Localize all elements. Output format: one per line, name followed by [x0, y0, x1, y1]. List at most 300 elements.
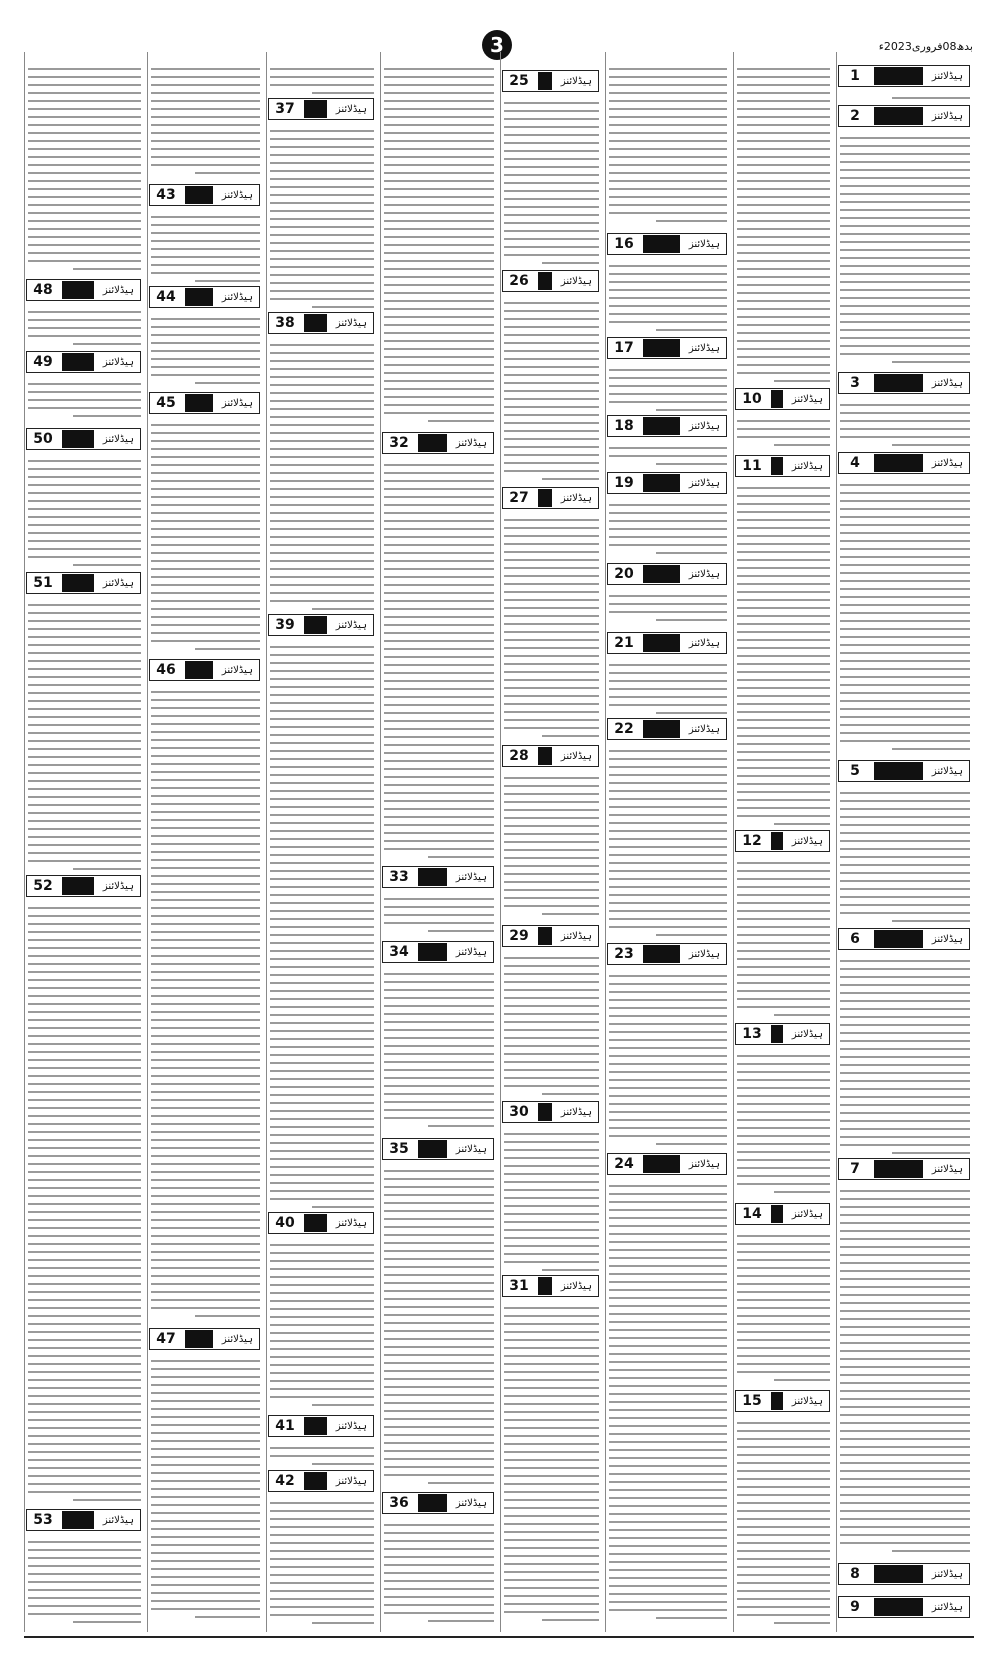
- headline-block-10: [735, 388, 830, 410]
- headline-block-38: [268, 312, 374, 334]
- headline-number: 48: [33, 282, 53, 298]
- header-band: [304, 314, 327, 332]
- headline-header: [502, 270, 599, 292]
- article-text: [737, 1049, 830, 1199]
- headline-header: [149, 184, 260, 206]
- headline-block-8: [838, 1563, 970, 1585]
- headline-label: ہیڈلائنز: [791, 1028, 823, 1040]
- article-text: [609, 658, 727, 714]
- article-text: [609, 589, 727, 628]
- header-band: [874, 107, 923, 125]
- headline-number: 35: [389, 1141, 409, 1157]
- headline-header: [26, 1509, 141, 1531]
- headline-block-2: [838, 105, 970, 127]
- headline-label: ہیڈلائنز: [688, 238, 720, 250]
- header-band: [538, 1277, 552, 1295]
- header-band: [538, 1103, 552, 1121]
- headline-header: [607, 415, 727, 437]
- headline-header: [382, 432, 494, 454]
- header-band: [62, 574, 94, 592]
- article-text: [151, 418, 260, 655]
- headline-block-23: [607, 943, 727, 965]
- headline-block-35: [382, 1138, 494, 1160]
- header-band: [643, 474, 680, 492]
- header-band: [874, 374, 923, 392]
- headline-label: ہیڈلائنز: [102, 356, 134, 368]
- headline-number: 22: [614, 721, 634, 737]
- headline-number: 3: [850, 375, 860, 391]
- headline-label: ہیڈلائنز: [335, 619, 367, 631]
- header-band: [771, 390, 783, 408]
- headline-label: ہیڈلائنز: [560, 492, 592, 504]
- article-text: [28, 62, 141, 275]
- page-number: 3: [482, 30, 512, 60]
- headline-number: 32: [389, 435, 409, 451]
- headline-label: ہیڈلائنز: [560, 750, 592, 762]
- article-text: [840, 91, 970, 101]
- article-text: [384, 892, 494, 937]
- headline-number: 8: [850, 1566, 860, 1582]
- article-text: [384, 967, 494, 1134]
- header-band: [418, 868, 447, 886]
- header-band: [304, 100, 327, 118]
- headline-block-24: [607, 1153, 727, 1175]
- header-band: [538, 747, 552, 765]
- headline-header: [382, 1138, 494, 1160]
- header-band: [771, 1025, 783, 1043]
- headline-label: ہیڈلائنز: [102, 284, 134, 296]
- headline-header: [502, 70, 599, 92]
- headline-label: ہیڈلائنز: [335, 1217, 367, 1229]
- headline-label: ہیڈلائنز: [688, 568, 720, 580]
- header-band: [874, 67, 923, 85]
- headline-header: [26, 428, 141, 450]
- article-text: [504, 771, 599, 921]
- headline-block-7: [838, 1158, 970, 1180]
- headline-number: 37: [275, 101, 295, 117]
- headline-label: ہیڈلائنز: [688, 1158, 720, 1170]
- headline-number: 53: [33, 1512, 53, 1528]
- article-text: [840, 1184, 970, 1559]
- header-band: [185, 661, 213, 679]
- headline-number: 52: [33, 878, 53, 894]
- article-text: [384, 458, 494, 862]
- headline-header: [607, 472, 727, 494]
- header-band: [643, 1155, 680, 1173]
- article-text: [151, 62, 260, 180]
- headline-label: ہیڈلائنز: [688, 948, 720, 960]
- article-text: [28, 377, 141, 424]
- bottom-rule: [24, 1636, 974, 1638]
- headline-label: ہیڈلائنز: [688, 477, 720, 489]
- headline-block-42: [268, 1470, 374, 1492]
- headline-number: 11: [742, 458, 762, 474]
- headline-header: [382, 941, 494, 963]
- headline-block-6: [838, 928, 970, 950]
- article-text: [840, 478, 970, 756]
- article-text: [270, 1496, 374, 1625]
- headline-number: 4: [850, 455, 860, 471]
- article-text: [270, 124, 374, 308]
- headline-header: [502, 1275, 599, 1297]
- headline-label: ہیڈلائنز: [560, 275, 592, 287]
- headline-block-50: [26, 428, 141, 450]
- headline-header: [735, 388, 830, 410]
- headline-number: 46: [156, 662, 176, 678]
- article-text: [504, 96, 599, 266]
- article-text: [609, 363, 727, 411]
- headline-number: 43: [156, 187, 176, 203]
- headline-header: [268, 1470, 374, 1492]
- headline-label: ہیڈلائنز: [560, 930, 592, 942]
- headline-number: 45: [156, 395, 176, 411]
- headline-header: [838, 65, 970, 87]
- headline-label: ہیڈلائنز: [791, 1208, 823, 1220]
- headline-block-14: [735, 1203, 830, 1225]
- headline-number: 18: [614, 418, 634, 434]
- headline-number: 19: [614, 475, 634, 491]
- article-text: [384, 1518, 494, 1625]
- headline-header: [502, 745, 599, 767]
- headline-label: ہیڈلائنز: [688, 723, 720, 735]
- header-band: [643, 720, 680, 738]
- header-band: [874, 930, 923, 948]
- header-band: [418, 434, 447, 452]
- headline-block-31: [502, 1275, 599, 1297]
- header-band: [185, 186, 213, 204]
- headline-header: [838, 928, 970, 950]
- headline-block-22: [607, 718, 727, 740]
- headline-number: 44: [156, 289, 176, 305]
- headline-header: [838, 760, 970, 782]
- headline-number: 7: [850, 1161, 860, 1177]
- article-text: [28, 901, 141, 1505]
- headline-label: ہیڈلائنز: [455, 437, 487, 449]
- headline-label: ہیڈلائنز: [221, 1333, 253, 1345]
- header-band: [418, 1494, 447, 1512]
- article-text: [28, 1535, 141, 1625]
- headline-header: [607, 233, 727, 255]
- headline-number: 25: [509, 73, 529, 89]
- headline-block-45: [149, 392, 260, 414]
- article-text: [609, 259, 727, 333]
- headline-header: [382, 866, 494, 888]
- headline-label: ہیڈلائنز: [931, 377, 963, 389]
- header-band: [643, 339, 680, 357]
- header-band: [418, 1140, 447, 1158]
- headline-label: ہیڈلائنز: [931, 1163, 963, 1175]
- headline-block-36: [382, 1492, 494, 1514]
- header-band: [874, 1598, 923, 1616]
- article-text: [151, 1354, 260, 1625]
- article-text: [504, 296, 599, 483]
- article-text: [504, 1301, 599, 1625]
- header-band: [771, 1392, 783, 1410]
- headline-label: ہیڈلائنز: [335, 317, 367, 329]
- header-band: [62, 281, 94, 299]
- headline-header: [149, 392, 260, 414]
- article-text: [270, 1238, 374, 1411]
- headline-header: [735, 1390, 830, 1412]
- headline-number: 10: [742, 391, 762, 407]
- headline-block-27: [502, 487, 599, 509]
- headline-label: ہیڈلائنز: [931, 457, 963, 469]
- headline-label: ہیڈلائنز: [931, 765, 963, 777]
- header-band: [304, 1214, 327, 1232]
- header-band: [304, 1417, 327, 1435]
- header-band: [643, 417, 680, 435]
- headline-block-30: [502, 1101, 599, 1123]
- headline-block-49: [26, 351, 141, 373]
- headline-number: 5: [850, 763, 860, 779]
- headline-label: ہیڈلائنز: [335, 1420, 367, 1432]
- header-band: [874, 454, 923, 472]
- article-text: [151, 312, 260, 388]
- headline-number: 51: [33, 575, 53, 591]
- header-band: [538, 272, 552, 290]
- headline-block-33: [382, 866, 494, 888]
- headline-label: ہیڈلائنز: [102, 577, 134, 589]
- headline-label: ہیڈلائنز: [931, 1601, 963, 1613]
- headline-header: [607, 718, 727, 740]
- headline-header: [149, 286, 260, 308]
- headline-header: [607, 1153, 727, 1175]
- article-text: [504, 951, 599, 1097]
- headline-label: ہیڈلائنز: [221, 664, 253, 676]
- headline-block-16: [607, 233, 727, 255]
- headline-header: [838, 1158, 970, 1180]
- headline-block-47: [149, 1328, 260, 1350]
- headline-number: 15: [742, 1393, 762, 1409]
- article-text: [504, 1127, 599, 1271]
- article-text: [737, 1229, 830, 1386]
- headline-number: 47: [156, 1331, 176, 1347]
- headline-number: 42: [275, 1473, 295, 1489]
- article-text: [28, 305, 141, 347]
- headline-label: ہیڈلائنز: [560, 75, 592, 87]
- article-text: [840, 398, 970, 448]
- headline-number: 31: [509, 1278, 529, 1294]
- headline-number: 49: [33, 354, 53, 370]
- headline-number: 20: [614, 566, 634, 582]
- headline-label: ہیڈلائنز: [102, 1514, 134, 1526]
- headline-number: 17: [614, 340, 634, 356]
- article-text: [737, 1416, 830, 1625]
- headline-block-17: [607, 337, 727, 359]
- headline-block-12: [735, 830, 830, 852]
- article-text: [609, 744, 727, 939]
- headline-block-4: [838, 452, 970, 474]
- headline-header: [149, 659, 260, 681]
- headline-block-46: [149, 659, 260, 681]
- headline-number: 41: [275, 1418, 295, 1434]
- headline-number: 50: [33, 431, 53, 447]
- headline-number: 27: [509, 490, 529, 506]
- header-band: [874, 1160, 923, 1178]
- headline-label: ہیڈلائنز: [560, 1280, 592, 1292]
- headline-header: [607, 632, 727, 654]
- headline-label: ہیڈلائنز: [455, 1497, 487, 1509]
- article-text: [270, 640, 374, 1208]
- headline-block-26: [502, 270, 599, 292]
- headline-header: [735, 830, 830, 852]
- article-text: [270, 338, 374, 610]
- headline-header: [838, 372, 970, 394]
- headline-number: 29: [509, 928, 529, 944]
- headline-block-28: [502, 745, 599, 767]
- headline-block-52: [26, 875, 141, 897]
- headline-number: 14: [742, 1206, 762, 1222]
- header-band: [62, 353, 94, 371]
- article-text: [384, 1164, 494, 1488]
- headline-block-5: [838, 760, 970, 782]
- headline-header: [838, 1563, 970, 1585]
- headline-header: [607, 563, 727, 585]
- headline-block-1: [838, 65, 970, 87]
- headline-block-9: [838, 1596, 970, 1618]
- headline-block-15: [735, 1390, 830, 1412]
- headline-label: ہیڈلائنز: [931, 1568, 963, 1580]
- headline-label: ہیڈلائنز: [688, 420, 720, 432]
- headline-block-19: [607, 472, 727, 494]
- headline-header: [268, 614, 374, 636]
- headline-number: 24: [614, 1156, 634, 1172]
- article-text: [737, 856, 830, 1019]
- headline-header: [502, 487, 599, 509]
- headline-header: [838, 452, 970, 474]
- headline-block-41: [268, 1415, 374, 1437]
- header-band: [771, 457, 783, 475]
- headline-label: ہیڈلائنز: [455, 1143, 487, 1155]
- header-band: [643, 945, 680, 963]
- headline-block-21: [607, 632, 727, 654]
- headline-number: 16: [614, 236, 634, 252]
- headline-label: ہیڈلائنز: [931, 933, 963, 945]
- header-band: [874, 1565, 923, 1583]
- headline-header: [268, 1415, 374, 1437]
- headline-block-37: [268, 98, 374, 120]
- headline-header: [838, 1596, 970, 1618]
- headline-label: ہیڈلائنز: [335, 1475, 367, 1487]
- article-text: [504, 513, 599, 741]
- article-text: [840, 954, 970, 1154]
- headline-label: ہیڈلائنز: [221, 291, 253, 303]
- headline-label: ہیڈلائنز: [688, 637, 720, 649]
- article-text: [609, 498, 727, 559]
- headline-number: 2: [850, 108, 860, 124]
- headline-label: ہیڈلائنز: [791, 835, 823, 847]
- header-band: [538, 489, 552, 507]
- headline-header: [502, 925, 599, 947]
- article-text: [737, 481, 830, 826]
- headline-label: ہیڈلائنز: [335, 103, 367, 115]
- headline-number: 33: [389, 869, 409, 885]
- headline-label: ہیڈلائنز: [688, 342, 720, 354]
- headline-block-53: [26, 1509, 141, 1531]
- headline-label: ہیڈلائنز: [221, 189, 253, 201]
- headline-header: [607, 337, 727, 359]
- headline-label: ہیڈلائنز: [560, 1106, 592, 1118]
- headline-block-40: [268, 1212, 374, 1234]
- headline-header: [838, 105, 970, 127]
- headline-block-51: [26, 572, 141, 594]
- header-band: [643, 634, 680, 652]
- headline-number: 38: [275, 315, 295, 331]
- header-band: [304, 616, 327, 634]
- headline-block-18: [607, 415, 727, 437]
- headline-label: ہیڈلائنز: [455, 946, 487, 958]
- article-text: [840, 131, 970, 368]
- headline-number: 30: [509, 1104, 529, 1120]
- headline-number: 28: [509, 748, 529, 764]
- header-band: [418, 943, 447, 961]
- headline-block-25: [502, 70, 599, 92]
- headline-number: 39: [275, 617, 295, 633]
- headline-label: ہیڈلائنز: [931, 70, 963, 82]
- article-text: [609, 969, 727, 1149]
- headline-block-32: [382, 432, 494, 454]
- headline-block-39: [268, 614, 374, 636]
- headline-number: 1: [850, 68, 860, 84]
- headline-header: [735, 455, 830, 477]
- header-band: [643, 565, 680, 583]
- article-text: [840, 786, 970, 924]
- headline-header: [26, 875, 141, 897]
- headline-block-11: [735, 455, 830, 477]
- article-text: [384, 62, 494, 428]
- headline-header: [149, 1328, 260, 1350]
- article-text: [151, 210, 260, 282]
- header-band: [185, 288, 213, 306]
- headline-block-48: [26, 279, 141, 301]
- issue-date: بدھ08فروری2023ء: [878, 40, 973, 53]
- header-band: [538, 927, 552, 945]
- headline-label: ہیڈلائنز: [791, 460, 823, 472]
- header-band: [185, 394, 213, 412]
- headline-label: ہیڈلائنز: [791, 393, 823, 405]
- headline-number: 12: [742, 833, 762, 849]
- header-band: [62, 1511, 94, 1529]
- article-text: [270, 1441, 374, 1466]
- headline-header: [26, 279, 141, 301]
- header-band: [771, 1205, 783, 1223]
- headline-header: [268, 1212, 374, 1234]
- headline-block-29: [502, 925, 599, 947]
- headline-number: 6: [850, 931, 860, 947]
- headline-header: [268, 98, 374, 120]
- article-text: [28, 454, 141, 568]
- article-text: [151, 685, 260, 1324]
- headline-number: 21: [614, 635, 634, 651]
- headline-block-20: [607, 563, 727, 585]
- headline-number: 36: [389, 1495, 409, 1511]
- headline-block-3: [838, 372, 970, 394]
- headline-header: [735, 1023, 830, 1045]
- article-text: [28, 598, 141, 871]
- page-header: [0, 0, 997, 60]
- header-band: [185, 1330, 213, 1348]
- headline-number: 9: [850, 1599, 860, 1615]
- headline-block-13: [735, 1023, 830, 1045]
- headline-label: ہیڈلائنز: [102, 880, 134, 892]
- headline-block-43: [149, 184, 260, 206]
- headline-block-34: [382, 941, 494, 963]
- headline-header: [26, 351, 141, 373]
- headline-label: ہیڈلائنز: [455, 871, 487, 883]
- headline-block-44: [149, 286, 260, 308]
- headline-header: [735, 1203, 830, 1225]
- header-band: [771, 832, 783, 850]
